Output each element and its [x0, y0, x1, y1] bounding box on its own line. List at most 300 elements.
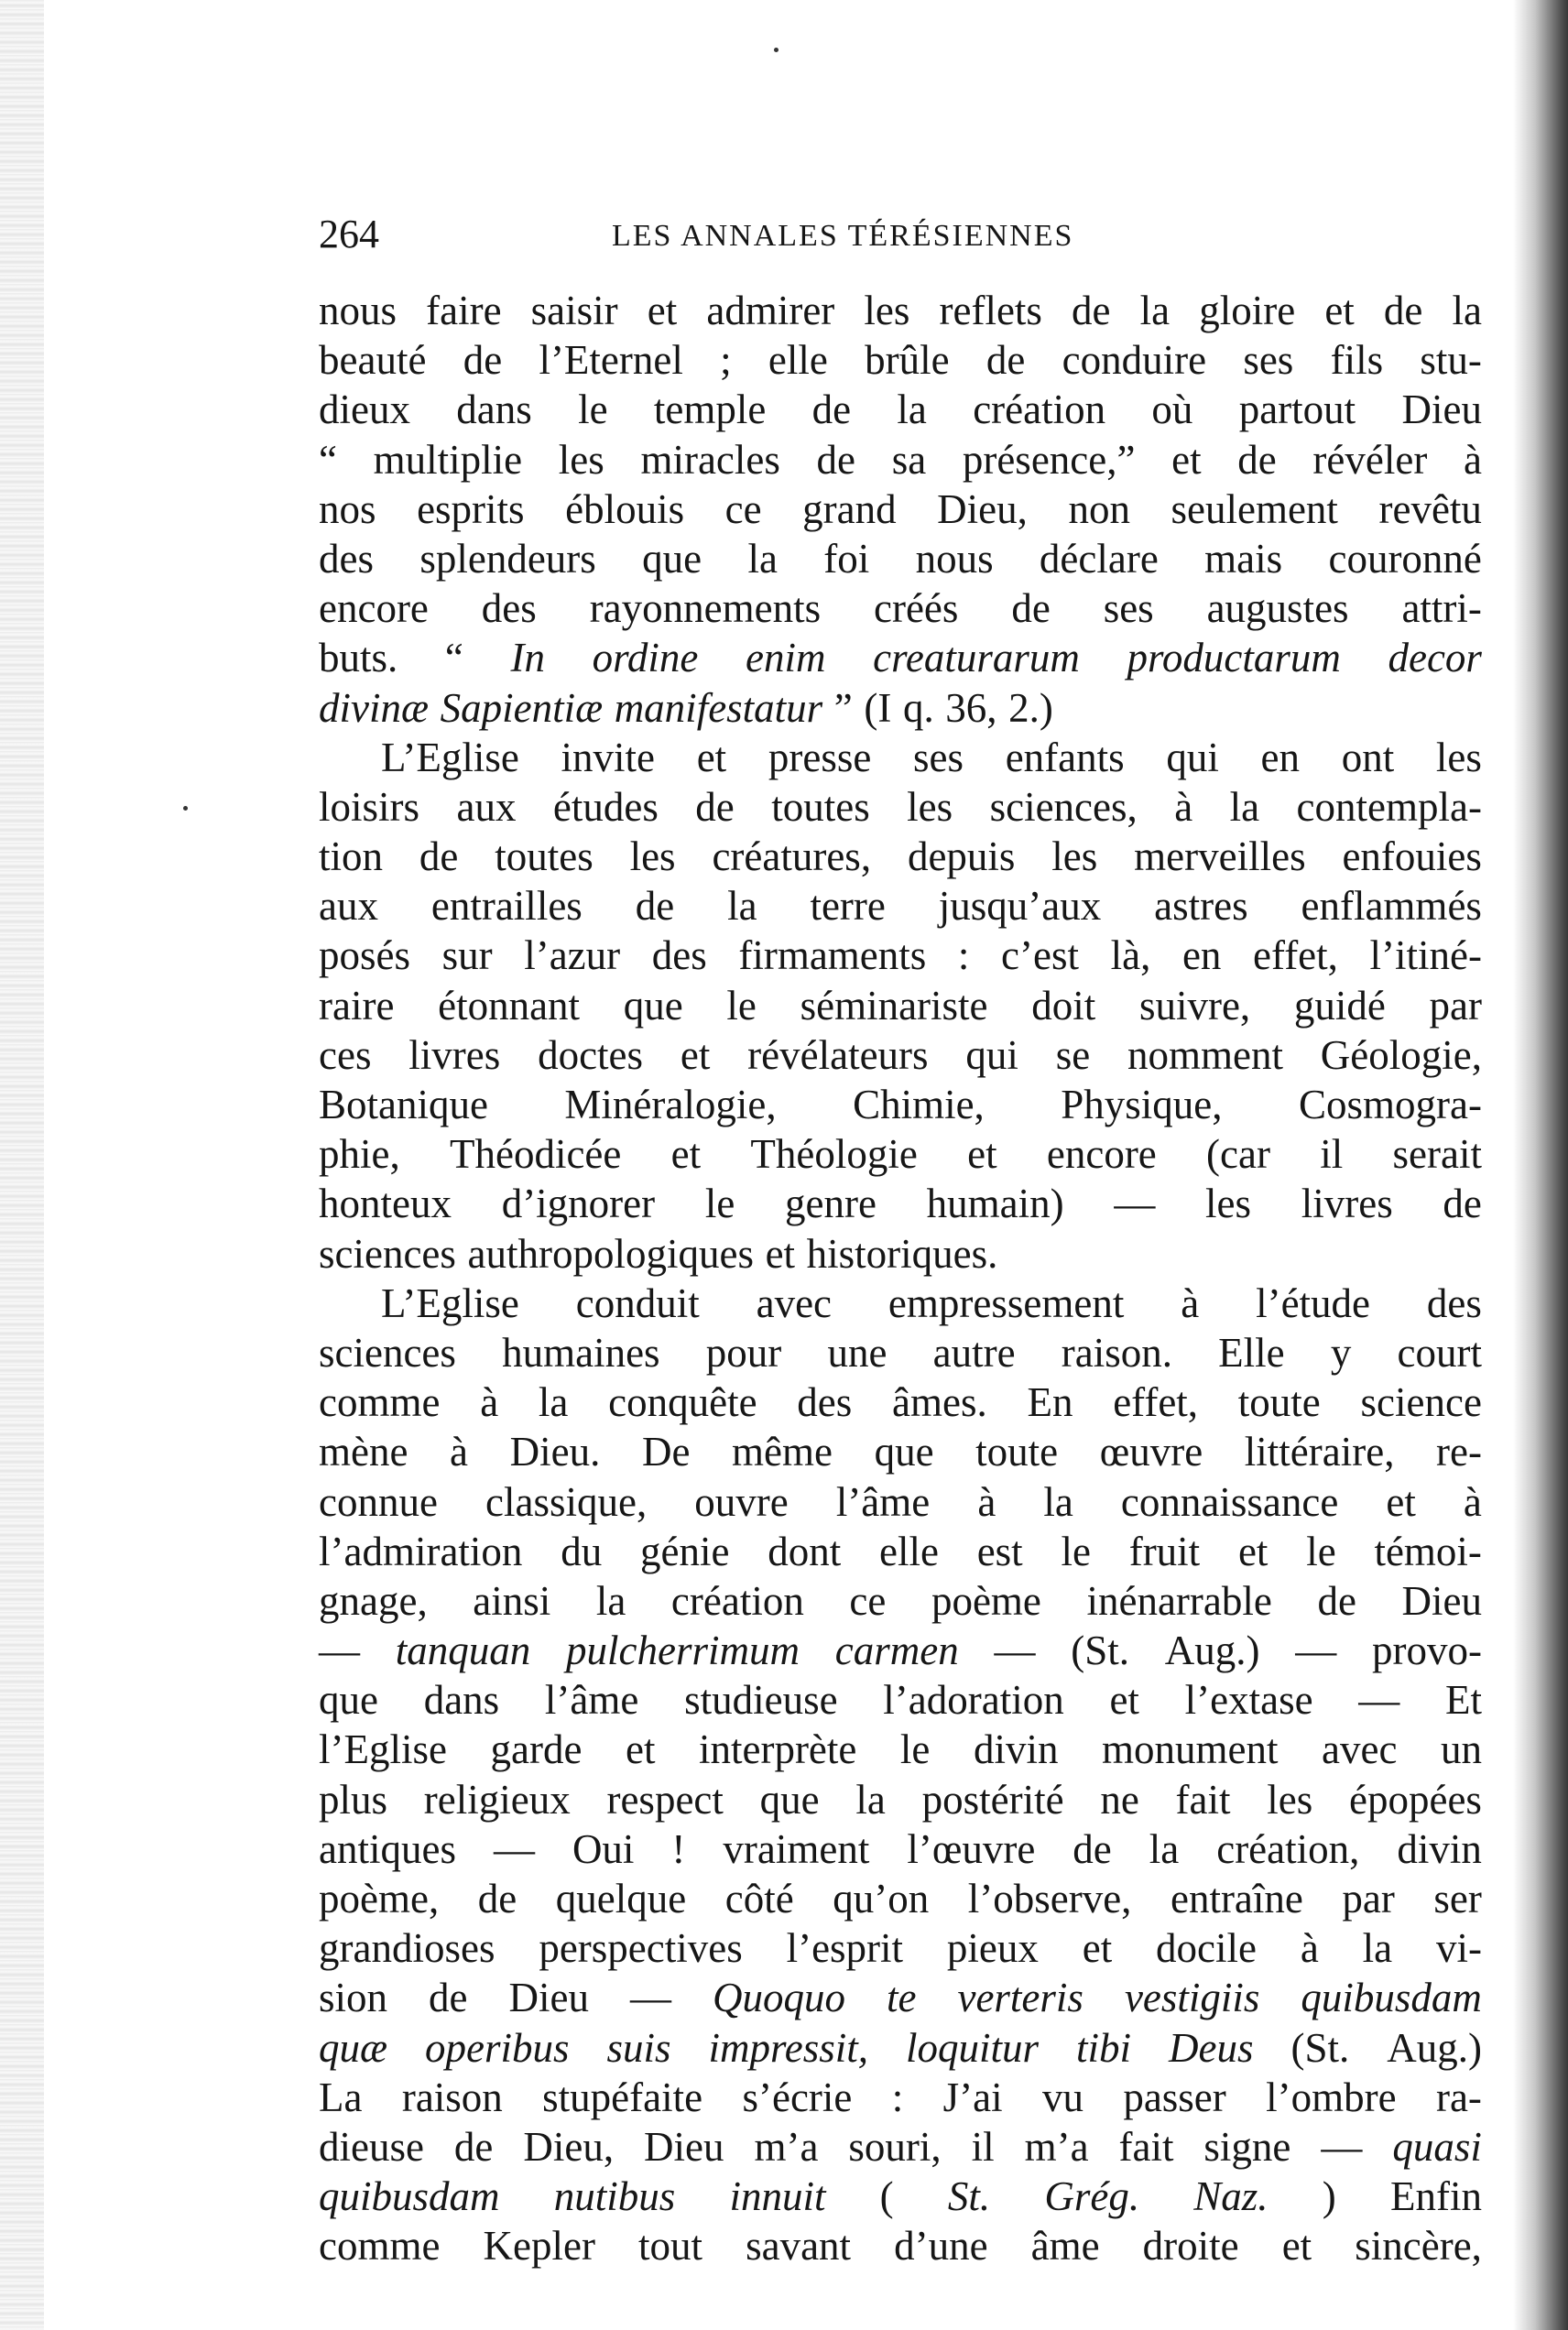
word: esprits: [417, 485, 525, 532]
word: pour: [705, 1329, 782, 1376]
text-line: [319, 1427, 1482, 1476]
word: dans: [423, 1677, 500, 1724]
text-line: [319, 1725, 1482, 1774]
italic-word: quibusdam: [1301, 1975, 1482, 2021]
word: de: [695, 783, 735, 830]
word: des: [1426, 1279, 1482, 1326]
word: augustes: [1206, 585, 1349, 632]
word: à: [977, 1478, 996, 1525]
word: —: [1358, 1677, 1400, 1724]
ink-speck: [183, 806, 188, 811]
word: ;: [720, 337, 732, 384]
italic-word: quibusdam: [319, 2173, 500, 2220]
word: ses: [1243, 337, 1294, 384]
word: Botanique: [319, 1082, 488, 1127]
word: —: [629, 1975, 671, 2021]
word: dont: [768, 1528, 842, 1574]
word: avec: [1322, 1726, 1398, 1773]
word: (: [879, 2173, 894, 2220]
word: Dieu.: [509, 1429, 601, 1475]
word: non: [1068, 485, 1130, 532]
word: il: [971, 2123, 995, 2170]
word: serait: [1392, 1131, 1482, 1178]
word: la: [897, 387, 927, 433]
word: que: [319, 1677, 378, 1724]
text-line: [319, 2172, 1482, 2221]
word: invite: [561, 734, 655, 780]
word: divin: [1397, 1825, 1482, 1872]
word: révélateurs: [747, 1031, 929, 1078]
word: et: [1082, 1925, 1113, 1972]
word: tout: [638, 2223, 703, 2270]
text-line: [319, 1129, 1482, 1179]
word: J’ai: [942, 2074, 1003, 2120]
word: les: [1051, 833, 1098, 880]
word: saisir: [530, 288, 618, 333]
word: Théologie: [750, 1131, 918, 1178]
text-line: [319, 1030, 1482, 1080]
italic-word: nutibus: [553, 2173, 676, 2220]
word: l’admiration: [319, 1528, 523, 1574]
word: le: [726, 982, 757, 1029]
word: encore: [1046, 1131, 1157, 1178]
word: firmaments: [738, 932, 927, 979]
word: respect: [606, 1776, 724, 1823]
word: grand: [802, 485, 897, 532]
word: et: [680, 1031, 711, 1078]
word: terre: [810, 883, 886, 930]
word: sa: [891, 436, 927, 483]
word: genre: [785, 1181, 877, 1227]
word: —: [1321, 2123, 1363, 2170]
word: savant: [746, 2223, 852, 2270]
italic-word: innuit: [729, 2173, 826, 2220]
word: des: [651, 932, 707, 979]
word: et: [1237, 1528, 1269, 1574]
word: provo-: [1371, 1628, 1482, 1674]
word: docile: [1156, 1925, 1257, 1972]
word: déclare: [1039, 535, 1159, 582]
word: :: [891, 2074, 904, 2120]
word: et: [1171, 436, 1202, 483]
word: la: [538, 1379, 569, 1426]
word: de: [1073, 1825, 1112, 1872]
word: que: [759, 1776, 820, 1823]
word: Cosmogra-: [1298, 1082, 1482, 1127]
word: vi-: [1436, 1925, 1482, 1972]
text-line: [319, 385, 1482, 434]
word: le: [1061, 1528, 1091, 1574]
word: conquête: [608, 1379, 757, 1426]
word: l’extase: [1184, 1677, 1313, 1724]
word: des: [797, 1379, 853, 1426]
word: s’écrie: [742, 2074, 853, 2120]
word: re-: [1436, 1429, 1482, 1475]
word: Minéralogie,: [564, 1082, 777, 1127]
word: q.: [902, 684, 934, 731]
word: multiplie: [373, 436, 523, 483]
word: les: [629, 833, 676, 880]
word: et: [625, 1726, 656, 1773]
word: effet,: [1113, 1379, 1199, 1426]
word: où: [1151, 387, 1193, 433]
word: et: [765, 1230, 796, 1277]
italic-word: creaturarum: [873, 635, 1080, 681]
word: nos: [319, 485, 376, 532]
word: à: [1463, 1478, 1482, 1525]
word: que: [623, 982, 683, 1029]
page-number: 264: [319, 212, 379, 256]
italic-word: te: [886, 1975, 917, 2021]
word: studieuse: [684, 1677, 838, 1724]
text-line: [319, 782, 1482, 832]
word: Chimie,: [853, 1082, 985, 1127]
word: Théodicée: [450, 1131, 622, 1178]
word: quelque: [555, 1876, 687, 1922]
word: l’ombre: [1266, 2074, 1397, 2120]
word: sciences,: [989, 783, 1138, 830]
word: suivre,: [1138, 982, 1251, 1029]
word: postérité: [921, 1776, 1064, 1823]
word: à: [450, 1429, 469, 1475]
word: reflets: [939, 288, 1042, 333]
word: de: [985, 337, 1026, 384]
word: comme: [319, 1379, 441, 1426]
word: littéraire,: [1244, 1429, 1395, 1475]
word: sincère,: [1355, 2223, 1482, 2270]
word: âmes.: [892, 1379, 987, 1426]
word: —: [1295, 1628, 1337, 1674]
word: témoi-: [1374, 1528, 1482, 1574]
italic-word: enim: [746, 635, 826, 681]
word: admirer: [706, 288, 835, 333]
text-line: [319, 633, 1482, 682]
word: passer: [1123, 2074, 1226, 2120]
word: dieux: [319, 387, 410, 433]
word: de: [477, 1876, 517, 1922]
word: fruit: [1128, 1528, 1201, 1574]
word: 2.): [1008, 684, 1053, 731]
word: la: [1043, 1478, 1073, 1525]
word: la: [747, 535, 778, 582]
word: créatures,: [712, 833, 872, 880]
text-line: [319, 1179, 1482, 1228]
word: humaines: [502, 1329, 660, 1376]
word: en: [1181, 932, 1222, 979]
word: la: [727, 883, 757, 930]
word: de: [1237, 436, 1277, 483]
word: Dieu: [1401, 1577, 1482, 1624]
word: et: [1324, 288, 1355, 333]
word: Géologie,: [1320, 1031, 1482, 1078]
text-line: [319, 534, 1482, 583]
word: la: [1452, 288, 1482, 333]
running-head: [319, 209, 1482, 260]
word: m’a: [1024, 2123, 1089, 2170]
text-line: [319, 1775, 1482, 1824]
text-line: [319, 1477, 1482, 1527]
word: la: [855, 1776, 886, 1823]
word: présence,”: [962, 436, 1136, 483]
word: (I: [864, 684, 892, 731]
word: authropologiques: [467, 1230, 754, 1277]
word: révéler: [1312, 436, 1428, 483]
word: de: [635, 883, 675, 930]
word: aux: [319, 883, 378, 930]
text-line: [319, 286, 1482, 335]
word: depuis: [907, 833, 1016, 880]
word: ser: [1433, 1876, 1482, 1922]
word: ): [1322, 2173, 1336, 2220]
word: faire: [426, 288, 502, 333]
text-line: [319, 1923, 1482, 1973]
word: la: [1362, 1925, 1393, 1972]
word: le: [899, 1726, 931, 1773]
word: mène: [319, 1429, 408, 1475]
word: stu-: [1420, 337, 1482, 384]
word: pieux: [946, 1925, 1039, 1972]
word: beauté: [319, 337, 427, 384]
word: couronné: [1328, 535, 1482, 582]
word: études: [552, 783, 659, 830]
word: (St.: [1290, 2024, 1350, 2071]
word: des: [481, 585, 537, 632]
text-line: [319, 2073, 1482, 2122]
word: l’adoration: [883, 1677, 1064, 1724]
word: effet,: [1253, 932, 1338, 979]
word: empressement: [887, 1279, 1125, 1326]
word: âme: [1030, 2223, 1100, 2270]
text-line: [319, 881, 1482, 931]
word: m’a: [754, 2123, 819, 2170]
word: seulement: [1171, 485, 1338, 532]
text-line: [319, 2221, 1482, 2270]
word: foi: [823, 535, 870, 582]
word: l’Eternel: [539, 337, 683, 384]
word: de: [463, 337, 503, 384]
word: elle: [768, 337, 828, 384]
word: sion: [319, 1975, 388, 2021]
word: génie: [639, 1528, 730, 1574]
word: enfants: [1005, 734, 1125, 780]
word: La: [319, 2074, 363, 2120]
word: doctes: [538, 1031, 644, 1078]
word: poème: [931, 1577, 1041, 1624]
word: ouvre: [694, 1478, 789, 1525]
word: droite: [1142, 2223, 1239, 2270]
italic-word: pulcherrimum: [566, 1628, 800, 1674]
word: qui: [1166, 734, 1219, 780]
text-line: [319, 1675, 1482, 1725]
word: buts.: [319, 635, 398, 681]
word: du: [561, 1528, 603, 1574]
word: à: [480, 1379, 499, 1426]
word: éblouis: [565, 485, 685, 532]
word: ainsi: [473, 1577, 551, 1624]
word: connue: [319, 1478, 438, 1525]
word: historiques.: [806, 1230, 998, 1277]
word: et: [696, 734, 727, 780]
word: :: [957, 932, 970, 979]
word: vraiment: [723, 1825, 870, 1872]
italic-word: quasi: [1392, 2123, 1482, 2170]
word: Elle: [1218, 1329, 1285, 1376]
text-line: [319, 335, 1482, 385]
word: fils: [1330, 337, 1384, 384]
italic-word: carmen: [834, 1628, 959, 1674]
italic-word: quæ: [319, 2024, 388, 2071]
word: miracles: [640, 436, 780, 483]
word: divin: [973, 1726, 1059, 1773]
word: posés: [319, 932, 410, 979]
italic-word: St.: [947, 2173, 991, 2220]
word: à: [1174, 783, 1193, 830]
italic-word: suis: [606, 2024, 671, 2071]
italic-word: impressit,: [708, 2024, 869, 2071]
word: les: [1205, 1181, 1252, 1227]
word: interprète: [698, 1726, 857, 1773]
word: les: [1435, 734, 1482, 780]
text-line: [319, 435, 1482, 485]
word: honteux: [319, 1181, 452, 1227]
word: tion: [319, 833, 384, 880]
word: et: [1109, 1677, 1139, 1724]
word: encore: [319, 585, 429, 632]
word: 36,: [945, 684, 997, 731]
word: le: [578, 387, 608, 433]
word: doit: [1031, 982, 1096, 1029]
word: les: [558, 436, 604, 483]
word: sciences: [319, 1329, 456, 1376]
word: antiques: [319, 1825, 456, 1872]
word: vu: [1041, 2074, 1083, 2120]
word: Aug.): [1387, 2024, 1482, 2071]
word: œuvre: [1099, 1429, 1203, 1475]
word: il: [1320, 1131, 1344, 1178]
text-line: [319, 832, 1482, 881]
word: de: [1072, 288, 1111, 333]
word: et: [1386, 1478, 1416, 1525]
text-line: [319, 1377, 1482, 1427]
word: !: [671, 1825, 686, 1872]
word: ra-: [1435, 2074, 1482, 2120]
word: gnage,: [319, 1577, 428, 1624]
word: séminariste: [800, 982, 988, 1029]
word: la: [1139, 288, 1171, 333]
word: comme: [319, 2223, 441, 2270]
italic-word: operibus: [424, 2024, 570, 2071]
word: dans: [456, 387, 532, 433]
word: garde: [490, 1726, 583, 1773]
word: l’azur: [524, 932, 621, 979]
word: ont: [1341, 734, 1395, 780]
word: rayonnements: [589, 585, 822, 632]
word: Enfin: [1389, 2173, 1482, 2220]
word: nomment: [1127, 1031, 1283, 1078]
word: que: [642, 535, 702, 582]
word: —: [319, 1628, 360, 1674]
word: et: [647, 288, 678, 333]
word: Kepler: [483, 2223, 595, 2270]
word: humain): [926, 1181, 1064, 1227]
word: Dieu,: [523, 2123, 615, 2170]
word: jusqu’aux: [938, 883, 1102, 930]
text-line: [319, 1874, 1482, 1923]
word: enflammés: [1301, 883, 1482, 930]
word: Dieu: [1401, 387, 1482, 433]
text-line: [319, 583, 1482, 633]
word: perspectives: [539, 1925, 743, 1972]
word: elle: [878, 1528, 939, 1574]
word: le: [704, 1181, 735, 1227]
italic-word: divinæ: [319, 684, 429, 731]
text-line: [319, 733, 1482, 782]
word: de: [1443, 1181, 1482, 1227]
word: guidé: [1293, 982, 1386, 1029]
italic-word: tibi: [1076, 2024, 1132, 2071]
word: de: [429, 1975, 468, 2021]
word: le: [1306, 1528, 1336, 1574]
word: En: [1027, 1379, 1073, 1426]
word: les: [864, 288, 910, 333]
word: grandioses: [319, 1925, 495, 1972]
word: (car: [1206, 1131, 1270, 1178]
word: de: [419, 833, 459, 880]
word: fait: [1175, 1776, 1231, 1823]
word: splendeurs: [419, 535, 596, 582]
word: créés: [874, 585, 959, 632]
word: avec: [756, 1279, 833, 1326]
word: autre: [932, 1329, 1016, 1376]
word: entrailles: [430, 883, 583, 930]
word: de: [1383, 288, 1423, 333]
word: par: [1342, 1876, 1395, 1922]
word: la: [1149, 1825, 1180, 1872]
body-text: [319, 286, 1482, 2271]
word: livres: [1301, 1181, 1393, 1227]
word: Dieu: [644, 2123, 724, 2170]
word: Dieu,: [937, 485, 1028, 532]
word: un: [1440, 1726, 1482, 1773]
word: “: [319, 436, 337, 483]
word: de: [816, 436, 856, 483]
word: loisirs: [319, 783, 420, 830]
word: dieuse: [319, 2123, 424, 2170]
word: L’Eglise: [381, 734, 519, 780]
word: et: [967, 1131, 997, 1178]
word: l’esprit: [786, 1925, 904, 1972]
word: en: [1260, 734, 1301, 780]
word: stupéfaite: [542, 2074, 703, 2120]
text-line: [319, 1229, 1482, 1279]
word: (St.: [1071, 1628, 1129, 1674]
text-line: [319, 683, 1482, 733]
word: raison: [401, 2074, 503, 2120]
word: toute: [1237, 1379, 1321, 1426]
word: L’Eglise: [381, 1279, 519, 1326]
word: livres: [408, 1031, 501, 1078]
word: Oui: [572, 1825, 635, 1872]
word: ses: [1103, 585, 1154, 632]
word: et: [670, 1131, 702, 1178]
word: raire: [319, 982, 395, 1029]
word: même: [732, 1429, 833, 1475]
word: par: [1429, 982, 1482, 1029]
word: mais: [1204, 535, 1283, 582]
word: signe: [1203, 2123, 1291, 2170]
running-title: LES ANNALES TÉRÉSIENNES: [612, 219, 1074, 253]
word: la: [595, 1577, 626, 1624]
